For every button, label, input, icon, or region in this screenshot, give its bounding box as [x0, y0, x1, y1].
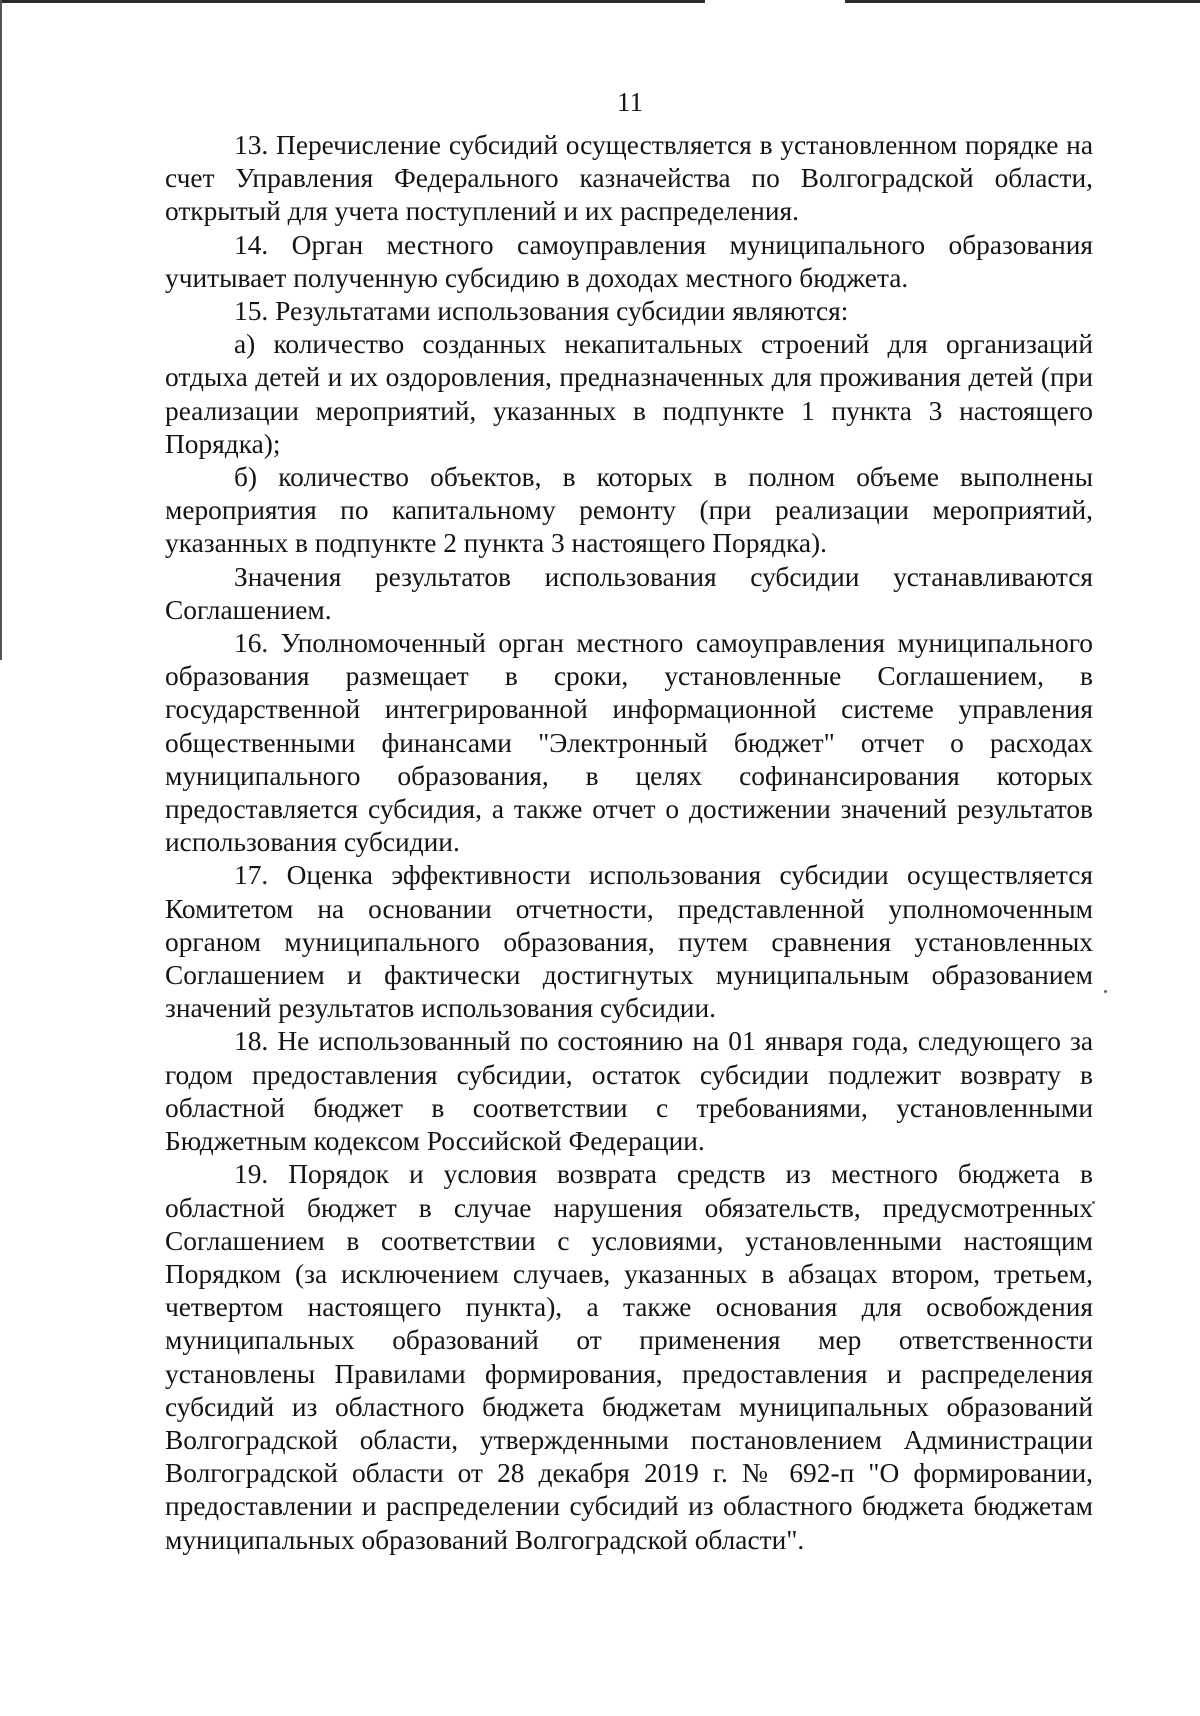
- paragraph-19: 19. Порядок и условия возврата средств из местного бюджета в областной бюджет в случае нарушения обязательств, предусмотренных Соглашением в соответствии с условиями, установленными настоящим Порядком (за исключением случаев, указанных в абзацах втором, третьем, четвертом настоящего пункта), а также основания для освобождения муниципальных образований от применения мер ответственности установлены Правилами формирования, предоставления и распределения субсидий из областного бюджета бюджетам муниципальных образований Волгоградской области, утвержденными постановлением Администрации Волгоградской области от 28 декабря 2019 г. № 692-п "О формировании, предоставлении и распределении субсидий из областного бюджета бюджетам муниципальных образований Волгоградской области".: [165, 1159, 1093, 1555]
- scan-border-line: [0, 0, 1200, 3]
- paragraph-15: 15. Результатами использования субсидии являются:: [234, 296, 849, 327]
- paragraph-15-b: б) количество объектов, в которых в полном объеме выполнены мероприятия по капитальному ремонту (при реализации мероприятий, указанных в подпункте 2 пункта 3 настоящего Порядка).: [165, 462, 1093, 559]
- paragraph-16: 16. Уполномоченный орган местного самоуправления муниципального образования размещает в сроки, установленные Соглашением, в государственной интегрированной информационной системе управления общественными финансами "Электронный бюджет" отчет о расходах муниципального образования, в целях софинансирования которых предоставляется субсидия, а также отчет о достижении значений результатов использования субсидии.: [165, 628, 1093, 858]
- paragraph-13: 13. Перечисление субсидий осуществляется в установленном порядке на счет Управления Федерального казначейства по Волгоградской области, открытый для учета поступлений и их распределения.: [165, 130, 1093, 227]
- document-body: [165, 129, 1093, 1557]
- paragraph-14: 14. Орган местного самоуправления муниципального образования учитывает полученную субсидию в доходах местного бюджета.: [165, 229, 1093, 293]
- scan-border-gap: [705, 0, 845, 3]
- paragraph-17: 17. Оценка эффективности использования субсидии осуществляется Комитетом на основании отчетности, представленной уполномоченным органом муниципального образования, путем сравнения установленных Соглашением и фактически достигнутых муниципальным образованием значений результатов использования субсидии.: [165, 860, 1093, 1024]
- scan-speck: [1104, 990, 1107, 993]
- paragraph-15-a: а) количество созданных некапитальных строений для организаций отдыха детей и их оздоровления, предназначенных для проживания детей (при реализации мероприятий, указанных в подпункте 1 пункта 3 настоящего Порядка);: [165, 329, 1093, 459]
- paragraph-18: 18. Не использованный по состоянию на 01 января года, следующего за годом предоставления субсидии, остаток субсидии подлежит возврату в областной бюджет в соответствии с требованиями, установленными Бюджетным кодексом Российской Федерации.: [165, 1026, 1093, 1157]
- paragraph-15-values: Значения результатов использования субсидии устанавливаются Соглашением.: [165, 561, 1093, 625]
- page-number: 11: [617, 87, 643, 117]
